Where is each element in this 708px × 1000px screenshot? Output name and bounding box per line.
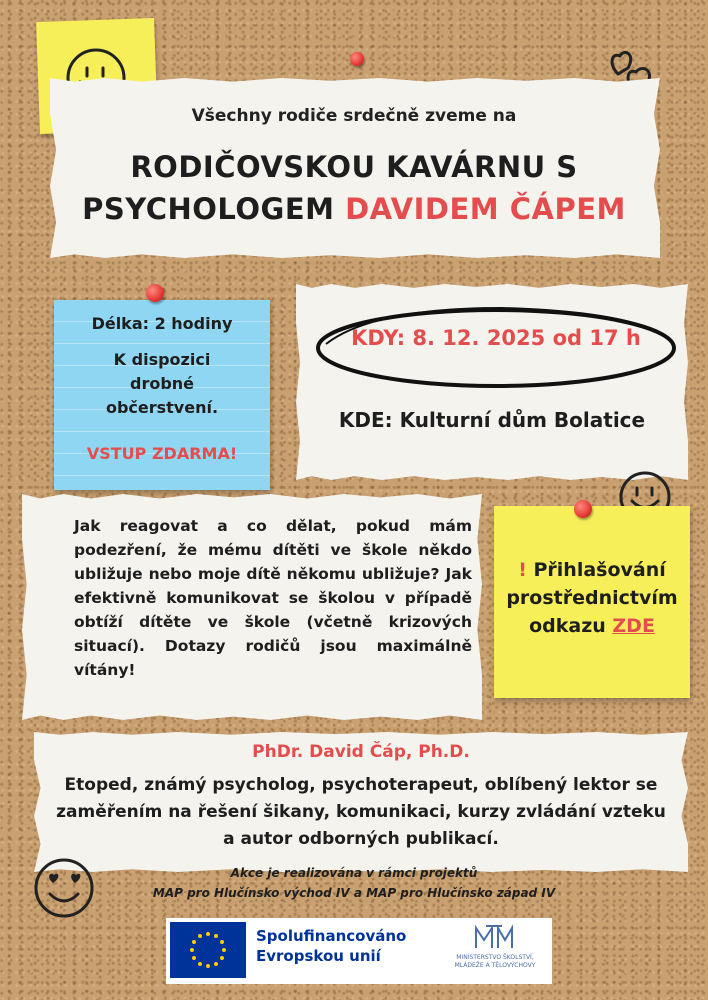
description-text: Jak reagovat a co dělat, pokud mám podezření, že mému dítěti ve škole někdo ubližuje nebo moje dítě někomu ubližuje? Jak efektivně komunikovat se školou v případě obtíží dítěte ve škole (včetně krizových situací). Dotazy rodičů jsou maximálně vítány!	[74, 517, 472, 679]
eu-flag-icon	[170, 922, 246, 978]
msmt-logo-icon	[472, 922, 518, 952]
registration-line-3: odkazu	[529, 615, 613, 637]
refreshments-text: K dispozici drobné občerstvení.	[105, 350, 219, 417]
eu-text-line-2: Evropskou unií	[256, 947, 381, 965]
registration-link[interactable]: ZDE	[612, 615, 655, 637]
eu-text-line-1: Spolufinancováno	[256, 927, 407, 945]
title-highlight: DAVIDEM ČÁPEM	[345, 192, 626, 226]
title-line-2	[0, 188, 708, 230]
registration-exclamation: !	[518, 559, 527, 581]
msmt-line-2: MLÁDEŽE A TĚLOVÝCHOVY	[454, 962, 536, 969]
invite-text: Všechny rodiče srdečně zveme na	[191, 106, 517, 126]
registration-line-1: Přihlašování	[533, 559, 666, 581]
speaker-bio: Etoped, známý psycholog, psychoterapeut, oblíbený lektor se zaměřením na řešení šikany, komunikaci, kurzy zvládání vzteku a autor odborných publikací.	[56, 775, 666, 849]
free-entry-text: VSTUP ZDARMA!	[86, 444, 238, 463]
project-line-2: MAP pro Hlučínsko východ IV a MAP pro Hlučínsko západ IV	[152, 886, 556, 900]
duration-text: Délka: 2 hodiny	[91, 314, 233, 333]
pushpin-icon	[574, 500, 592, 518]
circle-scribble-icon	[312, 304, 680, 396]
title-line-1: RODIČOVSKOU KAVÁRNU S	[130, 150, 578, 184]
when-text: KDY: 8. 12. 2025 od 17 h	[351, 326, 641, 350]
speaker-name: PhDr. David Čáp, Ph.D.	[252, 742, 470, 762]
msmt-line-1: MINISTERSTVO ŠKOLSTVÍ,	[456, 954, 534, 961]
registration-text	[494, 556, 690, 640]
where-text: KDE: Kulturní dům Bolatice	[338, 408, 646, 432]
page-title	[0, 146, 708, 230]
pushpin-icon	[350, 52, 364, 66]
msmt-text	[442, 954, 548, 970]
project-line-1: Akce je realizována v rámci projektů	[230, 866, 478, 880]
pushpin-icon	[146, 284, 164, 302]
registration-line-2: prostřednictvím	[506, 587, 678, 609]
title-prefix: PSYCHOLOGEM	[82, 192, 346, 226]
eu-cofunded-text	[256, 926, 406, 966]
